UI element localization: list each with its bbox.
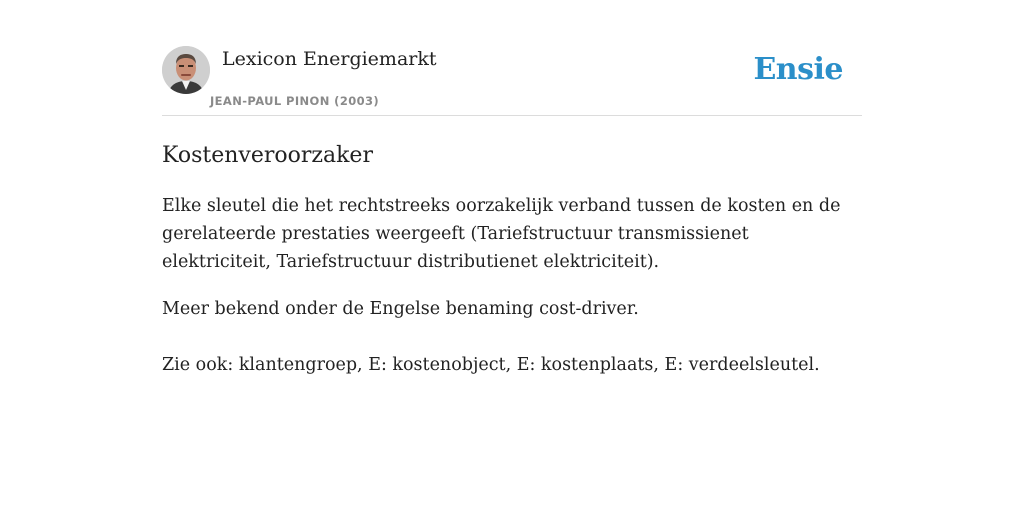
entry-definition: Elke sleutel die het rechtstreeks oorzakelijk verband tussen de kosten en de gerelateerde prestaties weergeeft (Tariefstructuur transmissienet elektriciteit, Tariefstructuur distributienet elektriciteit). xyxy=(162,196,841,272)
see-also-separator: . xyxy=(814,355,820,375)
lexicon-title[interactable]: Lexicon Energiemarkt xyxy=(222,48,437,70)
see-also xyxy=(162,351,862,379)
see-also-separator: , xyxy=(357,355,369,375)
author-photo-icon xyxy=(162,46,210,94)
see-also-prefix: Zie ook: xyxy=(162,355,239,375)
entry-term: Kostenveroorzaker xyxy=(162,143,373,168)
page-header xyxy=(162,46,862,116)
see-also-link[interactable]: E: kostenobject xyxy=(368,355,506,375)
ensie-logo[interactable]: Ensie xyxy=(753,52,843,87)
see-also-link[interactable]: klantengroep xyxy=(238,355,358,375)
entry-page xyxy=(162,0,862,379)
see-also-separator: , xyxy=(505,355,517,375)
author-avatar xyxy=(162,46,210,94)
see-also-link[interactable]: E: kostenplaats xyxy=(516,355,654,375)
author-name: JEAN-PAUL PINON (2003) xyxy=(210,94,380,108)
see-also-link[interactable]: E: verdeelsleutel xyxy=(664,355,815,375)
see-also-separator: , xyxy=(653,355,665,375)
entry-note: Meer bekend onder de Engelse benaming cost-driver. xyxy=(162,299,639,319)
